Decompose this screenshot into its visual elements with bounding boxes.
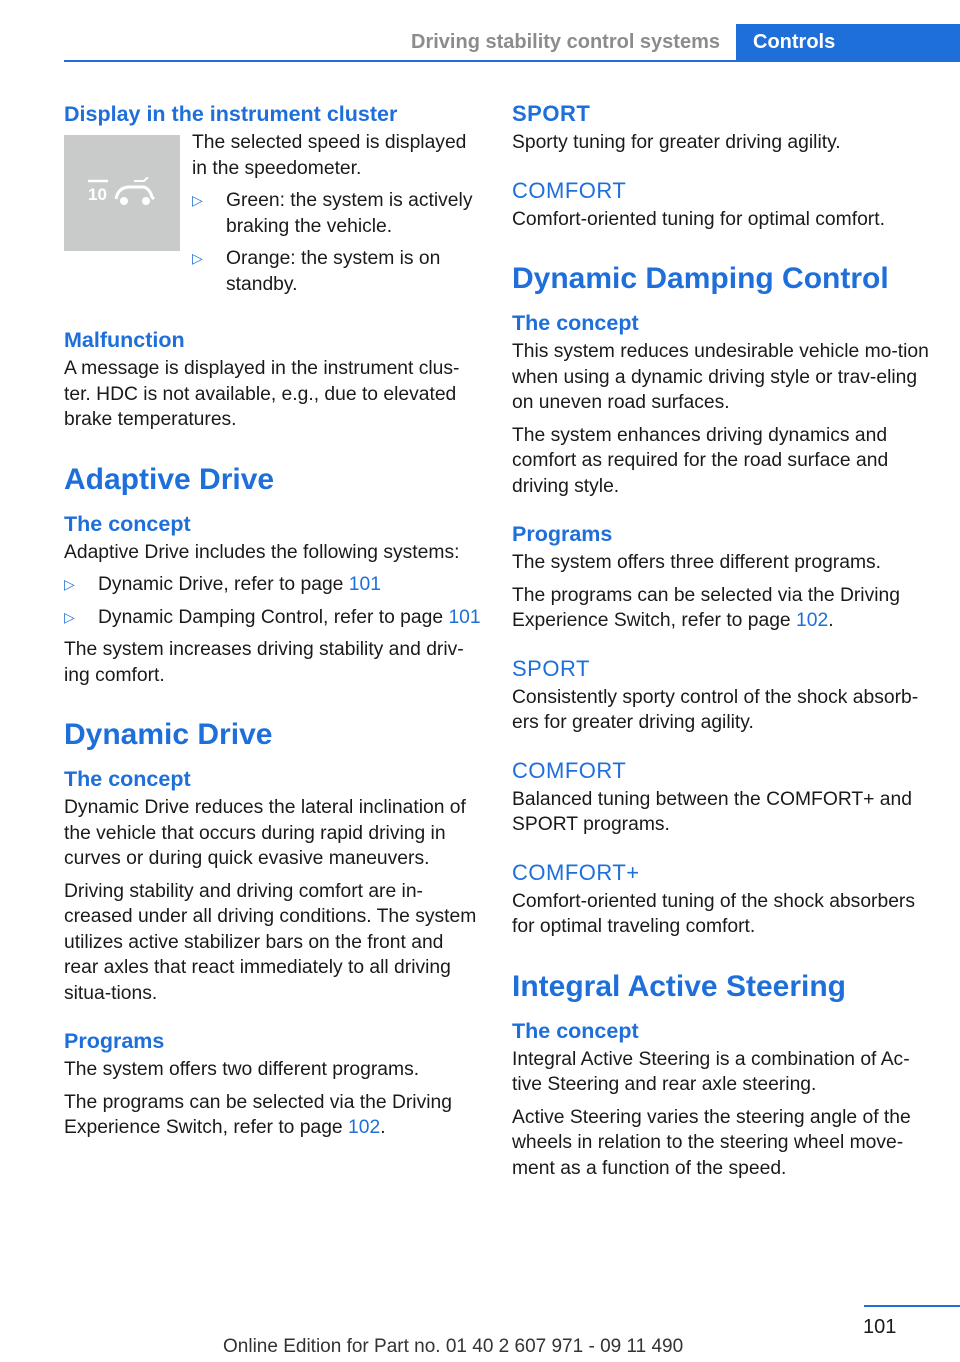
footer-edition: Online Edition for Part no. 01 40 2 607 971 - 09 11 490 [223,1336,684,1357]
header-chapter-tab: Controls [736,24,960,62]
list-item: ▷ Orange: the system is on standby. [192,248,441,295]
programs-heading: Programs [64,1029,165,1053]
dynamic-drive-heading: Dynamic Drive [64,718,273,751]
ias-text-2: Active Steering varies the steering angle of the wheels in relation to the steering wheel move-ment as a function of the speed. [512,1106,911,1179]
ddc-comfort-heading: COMFORT [512,757,627,783]
display-description [192,130,482,304]
comfort-heading: COMFORT [512,177,627,203]
figure-speed-number: 10 [88,185,107,204]
dynamic-concept-heading: The concept [64,767,191,791]
ias-concept-heading: The concept [512,1018,639,1043]
sport-text: Sporty tuning for greater driving agility. [512,132,841,153]
header-section-title: Driving stability control systems [411,31,720,53]
page-link[interactable]: 101 [448,606,481,628]
list-item: ▷ Dynamic Drive, refer to page 101 [64,572,482,598]
ddc-text-2: The system enhances driving dynamics and comfort as required for the road surface and driving style. [512,424,889,497]
malfunction-text: A message is displayed in the instrument clus-ter. HDC is not available, e.g., due to elevated brake temperatures. [64,358,460,430]
page-link[interactable]: 101 [348,574,381,595]
page-number: 101 [863,1316,897,1338]
left-column [64,100,482,1148]
display-figure-row [64,130,482,304]
adaptive-bullet-list [64,572,482,630]
hdc-speed-indicator-icon [88,177,158,207]
ddc-comfortplus-heading: COMFORT+ [512,859,640,885]
adaptive-text: Adaptive Drive includes the following systems: [64,541,460,563]
list-item: ▷ Dynamic Damping Control, refer to page 101 [64,605,482,631]
ddc-comfortplus-text: Comfort-oriented tuning of the shock absorbers for optimal traveling comfort. [512,890,915,937]
display-text: The selected speed is displayed in the speedometer. [192,132,467,179]
malfunction-heading: Malfunction [64,328,185,352]
ddc-heading: Dynamic Damping Control [512,262,889,295]
sport-heading: SPORT [512,101,591,126]
ddc-concept-heading: The concept [512,311,639,335]
triangle-bullet-icon: ▷ [64,576,75,592]
page-link[interactable]: 102 [796,610,829,631]
adaptive-text-2: The system increases driving stability and driv-ing comfort. [64,639,464,686]
programs-text-2: The programs can be selected via the Driving Experience Switch, refer to page 102. [64,1091,452,1138]
adaptive-drive-heading: Adaptive Drive [64,462,275,496]
adaptive-concept-heading: The concept [64,511,191,536]
list-item: ▷ Green: the system is actively braking the vehicle. [192,190,473,237]
hdc-display-figure [64,135,180,251]
ias-text-1: Integral Active Steering is a combination of Ac-tive Steering and rear axle steering. [512,1048,910,1095]
comfort-text: Comfort-oriented tuning for optimal comfort. [512,208,885,230]
page-link[interactable]: 102 [348,1117,381,1138]
right-column [512,100,932,1188]
ddc-programs-heading: Programs [512,522,613,546]
ddc-programs-text-1: The system offers three different programs. [512,552,882,573]
ddc-sport-heading: SPORT [512,655,590,681]
header-rule [64,60,960,62]
ddc-text-1: This system reduces undesirable vehicle mo-tion when using a dynamic driving style or trav-eling on uneven road surfaces. [512,341,929,413]
triangle-bullet-icon: ▷ [192,192,203,208]
triangle-bullet-icon: ▷ [64,608,75,625]
display-bullet-list [192,188,482,297]
display-heading: Display in the instrument cluster [64,102,398,126]
ias-heading: Integral Active Steering [512,969,846,1003]
dynamic-text-2: Driving stability and driving comfort are in-creased under all driving conditions. The system utilizes active stabilizer bars on the front and rear axles that react immediately to all driving situa-tions. [64,880,477,1004]
ddc-programs-text-2: The programs can be selected via the Driving Experience Switch, refer to page 102. [512,584,900,631]
page-number-rule [864,1305,960,1307]
programs-text-1: The system offers two different programs. [64,1059,420,1080]
dynamic-text-1: Dynamic Drive reduces the lateral inclination of the vehicle that occurs during rapid driving in curves or during quick evasive maneuvers. [64,797,466,869]
ddc-sport-text: Consistently sporty control of the shock absorb-ers for greater driving agility. [512,686,919,733]
ddc-comfort-text: Balanced tuning between the COMFORT+ and SPORT programs. [512,788,912,835]
triangle-bullet-icon: ▷ [192,250,203,266]
